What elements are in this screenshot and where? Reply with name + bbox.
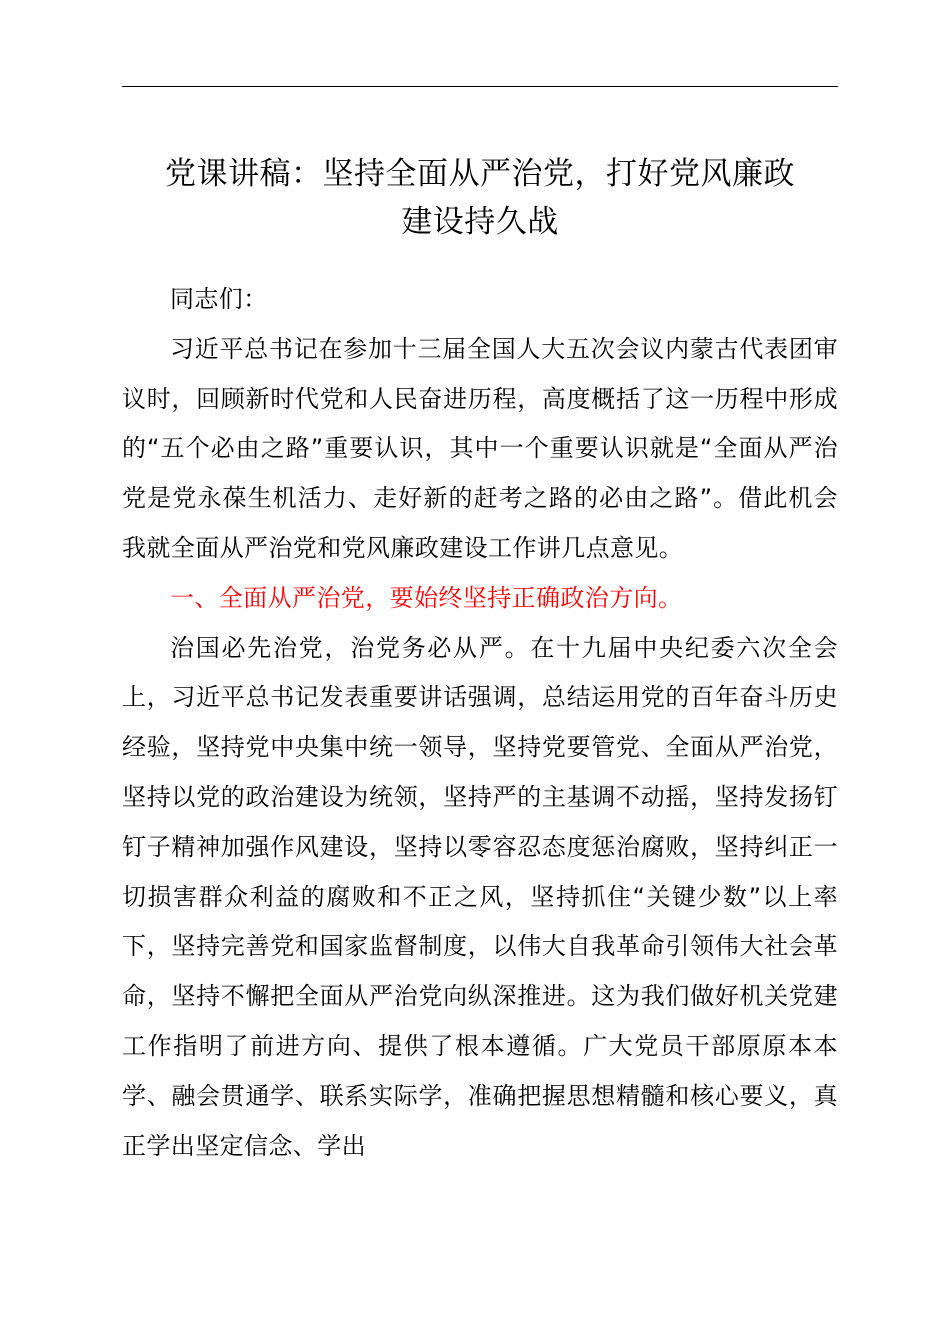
title-line-2: 建设持久战 [401, 204, 559, 240]
document-body [122, 275, 838, 1171]
intro-paragraph: 习近平总书记在参加十三届全国人大五次会议内蒙古代表团审议时，回顾新时代党和人民奋进历程，高度概括了这一历程中形成的“五个必由之路”重要认识，其中一个重要认识就是“全面从严治党是党永葆生机活力、走好新的赶考之路的必由之路”。借此机会我就全面从严治党和党风廉政建设工作讲几点意见。 [122, 334, 838, 562]
section-heading-1: 一、全面从严治党，要始终坚持正确政治方向。 [170, 583, 683, 612]
salutation: 同志们： [170, 285, 268, 313]
header-rule [122, 86, 838, 87]
document-title [110, 150, 850, 246]
title-line-1: 党课讲稿：坚持全面从严治党，打好党风廉政 [165, 156, 795, 192]
section-1-paragraph: 治国必先治党，治党务必从严。在十九届中央纪委六次全会上，习近平总书记发表重要讲话强调，总结运用党的百年奋斗历史经验，坚持党中央集中统一领导，坚持党要管党、全面从严治党，坚持以党的政治建设为统领，坚持严的主基调不动摇，坚持发扬钉钉子精神加强作风建设，坚持以零容忍态度惩治腐败，坚持纠正一切损害群众利益的腐败和不正之风，坚持抓住“关键少数”以上率下，坚持完善党和国家监督制度，以伟大自我革命引领伟大社会革命，坚持不懈把全面从严治党向纵深推进。这为我们做好机关党建工作指明了前进方向、提供了根本遵循。广大党员干部原原本本学、融会贯通学、联系实际学，准确把握思想精髓和核心要义，真正学出坚定信念、学出 [122, 633, 838, 1160]
